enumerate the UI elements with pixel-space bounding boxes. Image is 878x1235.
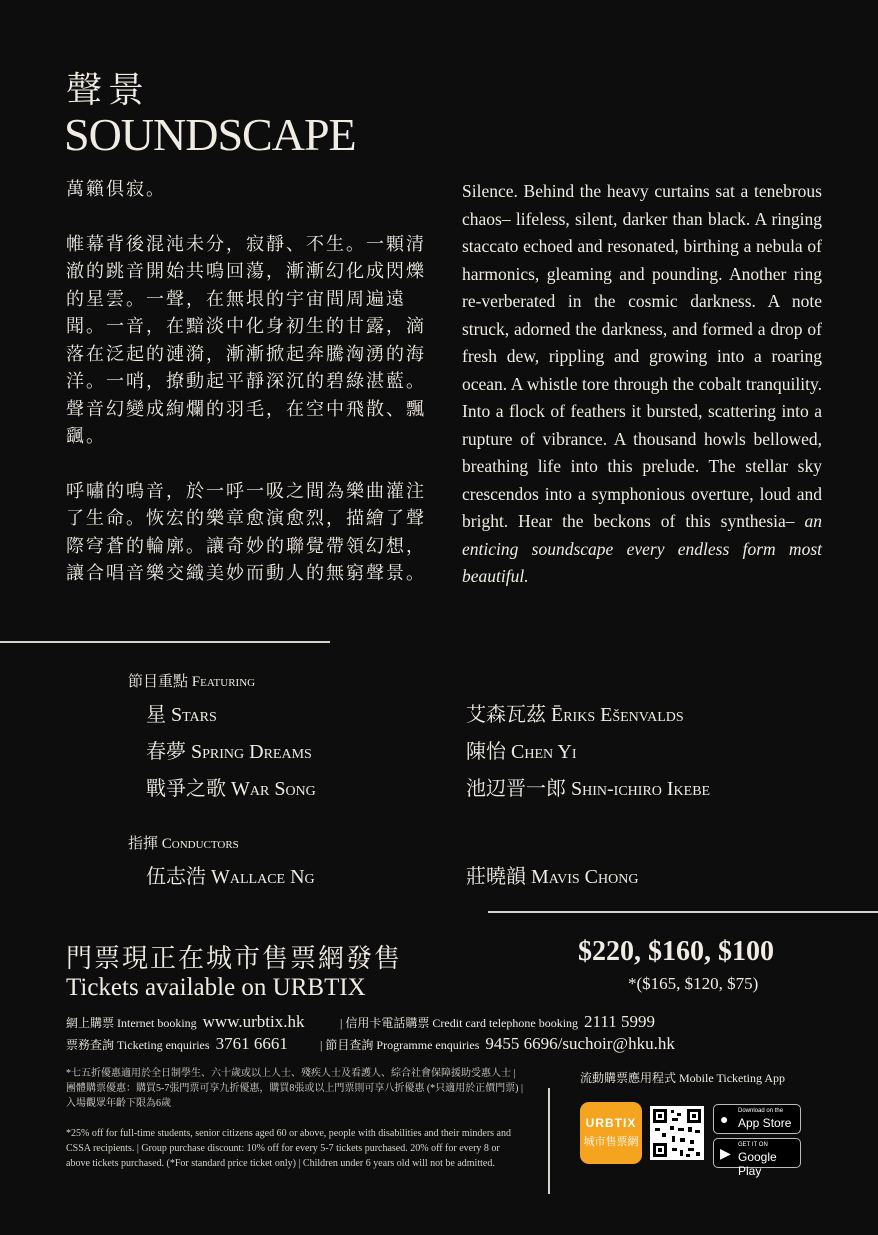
conductor-name-cn: 伍志浩 bbox=[146, 866, 206, 888]
ticketing-enquiries-phone: 3761 6661 bbox=[215, 1034, 288, 1053]
conductor-item bbox=[466, 860, 638, 889]
english-body: Silence. Behind the heavy curtains sat a tenebrous chaos– lifeless, silent, darker than black. A ringing staccato echoed and resonated, birthing a nebula of harmonics, gleaming and pounding. Another ring re-verberated in the cosmic darkness. A note struck, adorned the darkness, and formed a drop of fresh dew, rippling and growing into a roaring ocean. A whistle tore through the cobalt tranquility. Into a flock of feathers it bursted, scattering into a rupture of vibrance. A thousand howls bellowed, breathing life into this prelude. The stellar sky crescendos into a symphonious overture, loud and bright. Hear the beckons of this synthesia– bbox=[462, 181, 822, 531]
fine-print-cn: *七五折優惠適用於全日制學生、六十歲或以上人士、殘疾人士及看護人、綜合社會保障援助受惠人士 | 團體購票優惠：購買5-7張門票可享九折優惠，購買8張或以上門票則可享八折優惠 (*只適用於正價門票) | 入場觀眾年齡下限為6歲 bbox=[66, 1068, 523, 1109]
conductor-item bbox=[146, 860, 315, 889]
work-title-cn: 星 bbox=[146, 704, 166, 726]
programme-enquiries: | 節目查詢 Programme enquiries 9455 6696/suchoir@hku.hk bbox=[320, 1034, 675, 1053]
app-store-large-text: App Store bbox=[738, 1116, 792, 1130]
conductors-label-en: Conductors bbox=[161, 836, 239, 852]
composer-name-cn: 艾森瓦茲 bbox=[466, 704, 546, 726]
title-english: SOUNDSCAPE bbox=[64, 109, 356, 160]
ticketing-enquiries-label: 票務查詢 Ticketing enquiries bbox=[66, 1038, 210, 1052]
composer-name-cn: 陳怡 bbox=[466, 741, 506, 763]
chinese-paragraph-3: 呼嘯的鳴音，於一呼一吸之間為樂曲灌注了生命。恢宏的樂章愈演愈烈，描繪了聲際穹蒼的輪廓。讓奇妙的聯覺帶領幻想，讓合唱音樂交織美妙而動人的無窮聲景。 bbox=[66, 480, 426, 584]
conductor-name-en: Wallace Ng bbox=[211, 866, 315, 888]
composer-name-cn: 池辺晋一郎 bbox=[466, 778, 566, 800]
fine-print-en: *25% off for full-time students, senior citizens aged 60 or above, people with disabilities and their minders and CSSA recipients. | Group purchase discount: 10% off for every 5-7 tickets purchased. 20% off for every 8 or above tickets purchased. (*For standard price ticket only) | Children under 6 years old will not be admitted. bbox=[66, 1128, 511, 1169]
concession-prices: *($165, $120, $75) bbox=[628, 974, 759, 993]
english-description bbox=[462, 178, 822, 591]
work-item bbox=[146, 772, 316, 801]
chinese-description bbox=[66, 176, 426, 615]
divider-left bbox=[0, 641, 330, 643]
composer-name-en: Ēriks Ešenvalds bbox=[551, 704, 684, 726]
work-title-cn: 春夢 bbox=[146, 741, 186, 763]
urbtix-app-logo[interactable] bbox=[580, 1102, 642, 1164]
credit-card-booking: | 信用卡電話購票 Credit card telephone booking 2111 5999 bbox=[340, 1012, 656, 1031]
conductor-name-en: Mavis Chong bbox=[531, 866, 639, 888]
work-item bbox=[146, 698, 217, 727]
programme-enquiries-label: 節目查詢 Programme enquiries bbox=[325, 1038, 480, 1052]
conductors-label bbox=[128, 832, 239, 853]
composer-item bbox=[466, 698, 684, 727]
app-store-small-text: Download on the bbox=[738, 1108, 784, 1114]
urbtix-logo-text: URBTIX bbox=[585, 1116, 637, 1130]
ticket-prices: $220, $160, $100 bbox=[578, 936, 774, 967]
work-title-en: Spring Dreams bbox=[191, 741, 312, 763]
composer-name-en: Chen Yi bbox=[511, 741, 577, 763]
apple-icon: ● bbox=[720, 1111, 729, 1127]
vertical-divider bbox=[548, 1088, 550, 1194]
tickets-heading-en: Tickets available on URBTIX bbox=[66, 974, 366, 1001]
english-italic-ending: an enticing soundscape every endless form most beautiful. bbox=[462, 511, 822, 586]
play-icon: ▶ bbox=[720, 1145, 731, 1161]
mobile-app-label: 流動購票應用程式 Mobile Ticketing App bbox=[580, 1071, 786, 1085]
urbtix-logo-cn: 城市售票網 bbox=[583, 1136, 639, 1148]
work-item bbox=[146, 735, 312, 764]
qr-code[interactable] bbox=[650, 1106, 704, 1160]
work-title-cn: 戰爭之歌 bbox=[146, 778, 226, 800]
work-title-en: Stars bbox=[171, 704, 217, 726]
ticketing-enquiries bbox=[66, 1034, 288, 1054]
google-play-badge[interactable] bbox=[713, 1138, 801, 1178]
conductor-name-cn: 莊曉韻 bbox=[466, 866, 526, 888]
composer-item bbox=[466, 735, 576, 764]
internet-booking-url[interactable]: www.urbtix.hk bbox=[202, 1012, 305, 1031]
programme-enquiries-contact: 9455 6696/suchoir@hku.hk bbox=[485, 1034, 675, 1053]
internet-booking bbox=[66, 1012, 305, 1032]
internet-booking-label: 網上購票 Internet booking bbox=[66, 1016, 197, 1030]
credit-card-label: 信用卡電話購票 Credit card telephone booking bbox=[345, 1016, 579, 1030]
tickets-heading-cn: 門票現正在城市售票網發售 bbox=[66, 944, 403, 974]
google-play-large-text: Google Play bbox=[738, 1150, 777, 1178]
app-store-badge[interactable] bbox=[713, 1104, 801, 1134]
google-play-small-text: GET IT ON bbox=[738, 1142, 768, 1148]
divider-right bbox=[488, 911, 878, 913]
credit-card-phone: 2111 5999 bbox=[584, 1012, 656, 1031]
composer-name-en: Shin-ichiro Ikebe bbox=[571, 778, 711, 800]
work-title-en: War Song bbox=[231, 778, 316, 800]
qr-code-icon bbox=[650, 1106, 704, 1160]
featuring-label-cn: 節目重點 bbox=[128, 674, 189, 690]
composer-item bbox=[466, 772, 710, 801]
featuring-label bbox=[128, 670, 255, 691]
title-chinese: 聲景 bbox=[66, 70, 151, 111]
conductors-label-cn: 指揮 bbox=[128, 836, 159, 852]
featuring-label-en: Featuring bbox=[191, 674, 256, 690]
chinese-paragraph-2: 帷幕背後混沌未分，寂靜、不生。一顆清澈的跳音開始共鳴回蕩，漸漸幻化成閃爍的星雲。一聲，在無垠的宇宙間周遍遠聞。一音，在黯淡中化身初生的甘露，滴落在泛起的漣漪，漸漸掀起奔騰洶湧的海洋。一哨，撩動起平靜深沉的碧綠湛藍。聲音幻變成絢爛的羽毛，在空中飛散、飄颻。 bbox=[66, 233, 426, 447]
chinese-paragraph-1: 萬籟俱寂。 bbox=[66, 179, 166, 200]
